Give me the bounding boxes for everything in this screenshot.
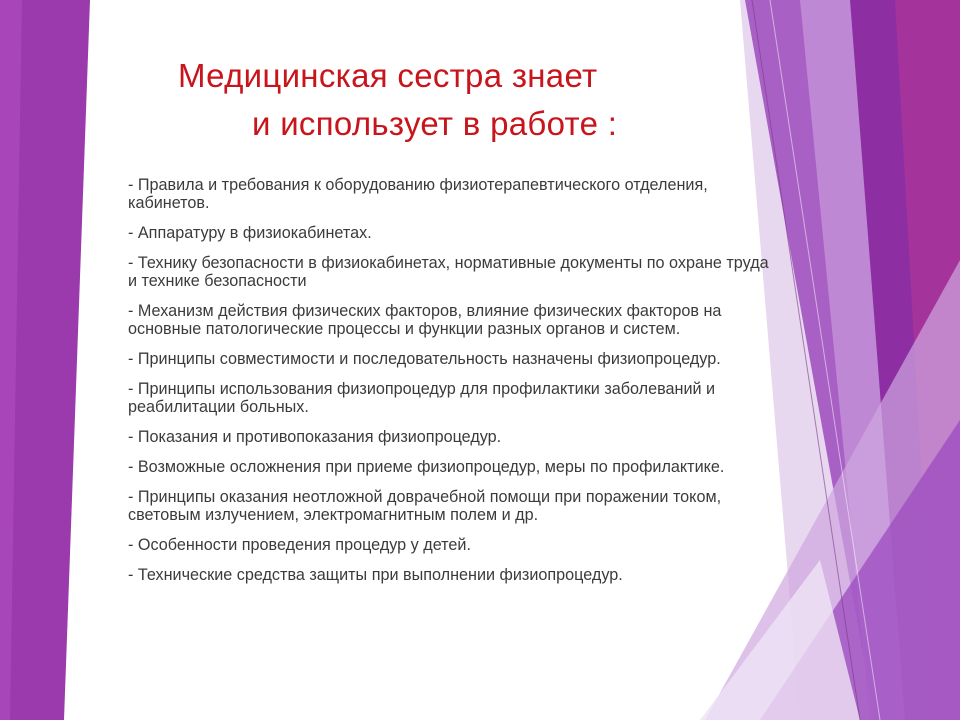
bullet-item: - Технику безопасности в физиокабинетах, нормативные документы по охране труда и технике безопасности xyxy=(128,254,769,290)
bullet-item: - Технические средства защиты при выполнении физиопроцедур. xyxy=(128,566,623,584)
bullet-item: - Особенности проведения процедур у детей. xyxy=(128,536,471,554)
bullet-item: - Возможные осложнения при приеме физиопроцедур, меры по профилактике. xyxy=(128,458,725,476)
title-line-1: Медицинская сестра знает xyxy=(178,57,598,94)
bullet-item: - Механизм действия физических факторов, влияние физических факторов на основные патологические процессы и функции разных органов и систем. xyxy=(128,302,722,338)
bullet-item: - Принципы совместимости и последовательность назначены физиопроцедур. xyxy=(128,350,721,368)
slide-title xyxy=(178,52,738,148)
title-line-2: и использует в работе : xyxy=(252,105,618,142)
bullet-item: - Принципы оказания неотложной доврачебной помощи при поражении током, световым излучением, электромагнитным полем и др. xyxy=(128,488,722,524)
bullet-item: - Правила и требования к оборудованию физиотерапевтического отделения, кабинетов. xyxy=(128,176,708,212)
bullet-list xyxy=(128,176,778,596)
bullet-item: - Показания и противопоказания физиопроцедур. xyxy=(128,428,502,446)
bullet-item: - Аппаратуру в физиокабинетах. xyxy=(128,224,372,242)
bullet-item: - Принципы использования физиопроцедур для профилактики заболеваний и реабилитации больных. xyxy=(128,380,716,416)
